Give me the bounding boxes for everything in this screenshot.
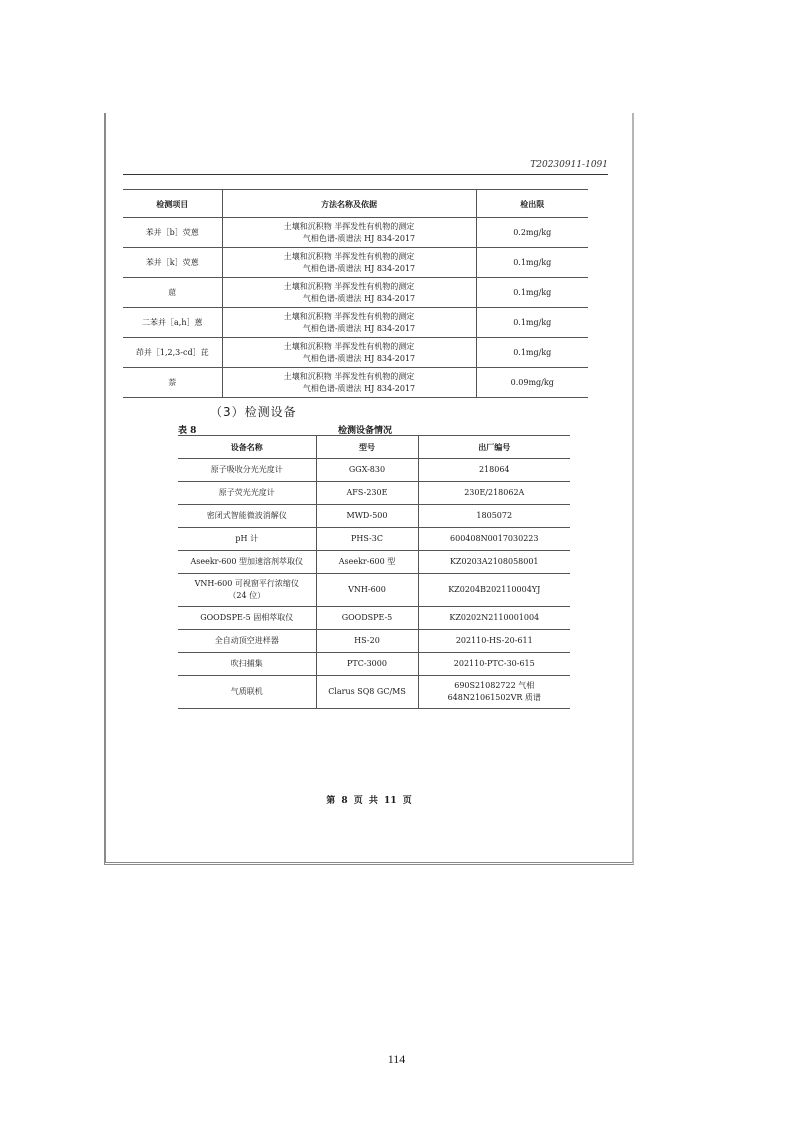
header-item: 检测项目	[123, 190, 222, 218]
equipment-name-line2: （24 位）	[228, 591, 266, 600]
equipment-name: Aseekr-600 型加速溶剂萃取仪	[178, 551, 316, 574]
table-row	[178, 551, 570, 574]
equipment-serial-line1: 690S21082722 气相	[454, 681, 535, 690]
header-rule	[123, 174, 608, 175]
equipment-name: pH 计	[178, 528, 316, 551]
equipment-serial: 202110-PTC-30-615	[418, 653, 570, 676]
table-row	[178, 653, 570, 676]
item-cell: 萘	[123, 368, 222, 398]
table-number: 表 8	[178, 426, 197, 436]
item-cell: 苯并［k］荧蒽	[123, 248, 222, 278]
equipment-serial: 600408N0017030223	[418, 528, 570, 551]
scanned-report-page	[104, 113, 634, 865]
equipment-serial: KZ0204B202110004YJ	[418, 574, 570, 607]
method-line2: 气相色谱-质谱法 HJ 834-2017	[302, 293, 416, 303]
table-row	[123, 248, 588, 278]
detection-limits-table	[123, 189, 588, 398]
equipment-model: Clarus SQ8 GC/MS	[316, 676, 418, 709]
method-line2: 气相色谱-质谱法 HJ 834-2017	[302, 263, 416, 273]
method-cell	[222, 338, 476, 368]
equipment-serial-line2: 648N21061502VR 质谱	[447, 693, 541, 702]
equipment-name: 吹扫捕集	[178, 653, 316, 676]
equipment-model: MWD-500	[316, 505, 418, 528]
equipment-model: VNH-600	[316, 574, 418, 607]
table-row	[123, 368, 588, 398]
equipment-serial	[418, 676, 570, 709]
table-row	[178, 630, 570, 653]
table-row	[178, 574, 570, 607]
equipment-model: AFS-230E	[316, 482, 418, 505]
equipment-name	[178, 574, 316, 607]
method-cell	[222, 308, 476, 338]
method-line1: 土壤和沉积物 半挥发性有机物的测定	[283, 371, 415, 381]
limit-cell: 0.1mg/kg	[476, 338, 588, 368]
table-row	[123, 338, 588, 368]
table-title: 检测设备情况	[338, 426, 393, 436]
table-row	[178, 505, 570, 528]
method-line1: 土壤和沉积物 半挥发性有机物的测定	[283, 221, 415, 231]
method-line2: 气相色谱-质谱法 HJ 834-2017	[302, 383, 416, 393]
equipment-serial: KZ0203A2108058001	[418, 551, 570, 574]
limit-cell: 0.2mg/kg	[476, 218, 588, 248]
method-line2: 气相色谱-质谱法 HJ 834-2017	[302, 323, 416, 333]
header-model: 型号	[316, 436, 418, 459]
header-name: 设备名称	[178, 436, 316, 459]
header-limit: 检出限	[476, 190, 588, 218]
limit-cell: 0.1mg/kg	[476, 248, 588, 278]
equipment-model: HS-20	[316, 630, 418, 653]
equipment-serial: KZ0202N2110001004	[418, 607, 570, 630]
limit-cell: 0.1mg/kg	[476, 308, 588, 338]
item-cell: 二苯并［a,h］蒽	[123, 308, 222, 338]
table-header-row	[123, 190, 588, 218]
equipment-serial: 1805072	[418, 505, 570, 528]
page-number: 114	[387, 1052, 406, 1066]
equipment-model: GGX-830	[316, 459, 418, 482]
equipment-name: 气质联机	[178, 676, 316, 709]
section-heading: （3）检测设备	[210, 405, 297, 419]
table-row	[178, 459, 570, 482]
table-row	[178, 528, 570, 551]
equipment-model: PHS-3C	[316, 528, 418, 551]
equipment-model: GOODSPE-5	[316, 607, 418, 630]
equipment-name: 原子吸收分光光度计	[178, 459, 316, 482]
method-line2: 气相色谱-质谱法 HJ 834-2017	[302, 353, 416, 363]
report-id: T20230911-1091	[530, 160, 608, 170]
item-cell: 茚并［1,2,3-cd］芘	[123, 338, 222, 368]
item-cell: 苯并［b］荧蒽	[123, 218, 222, 248]
equipment-model: Aseekr-600 型	[316, 551, 418, 574]
method-cell	[222, 248, 476, 278]
equipment-name: 密闭式智能微波消解仪	[178, 505, 316, 528]
equipment-name: 全自动顶空进样器	[178, 630, 316, 653]
equipment-serial: 218064	[418, 459, 570, 482]
equipment-serial: 202110-HS-20-611	[418, 630, 570, 653]
table-row	[178, 676, 570, 709]
equipment-serial: 230E/218062A	[418, 482, 570, 505]
method-cell	[222, 218, 476, 248]
item-cell: 䓛	[123, 278, 222, 308]
limit-cell: 0.09mg/kg	[476, 368, 588, 398]
method-cell	[222, 278, 476, 308]
page-footer: 第 8 页 共 11 页	[326, 796, 412, 806]
equipment-table	[178, 435, 570, 709]
equipment-name-line1: VNH-600 可视窗平行浓缩仪	[194, 579, 299, 588]
equipment-model: PTC-3000	[316, 653, 418, 676]
table-row	[123, 308, 588, 338]
limit-cell: 0.1mg/kg	[476, 278, 588, 308]
method-line1: 土壤和沉积物 半挥发性有机物的测定	[283, 251, 415, 261]
table-header-row	[178, 436, 570, 459]
table-row	[178, 482, 570, 505]
equipment-name: GOODSPE-5 固相萃取仪	[178, 607, 316, 630]
table-row	[123, 278, 588, 308]
table-row	[178, 607, 570, 630]
method-cell	[222, 368, 476, 398]
header-serial: 出厂编号	[418, 436, 570, 459]
method-line1: 土壤和沉积物 半挥发性有机物的测定	[283, 311, 415, 321]
equipment-name: 原子荧光光度计	[178, 482, 316, 505]
header-method: 方法名称及依据	[222, 190, 476, 218]
method-line1: 土壤和沉积物 半挥发性有机物的测定	[283, 341, 415, 351]
table-row	[123, 218, 588, 248]
method-line1: 土壤和沉积物 半挥发性有机物的测定	[283, 281, 415, 291]
method-line2: 气相色谱-质谱法 HJ 834-2017	[302, 233, 416, 243]
